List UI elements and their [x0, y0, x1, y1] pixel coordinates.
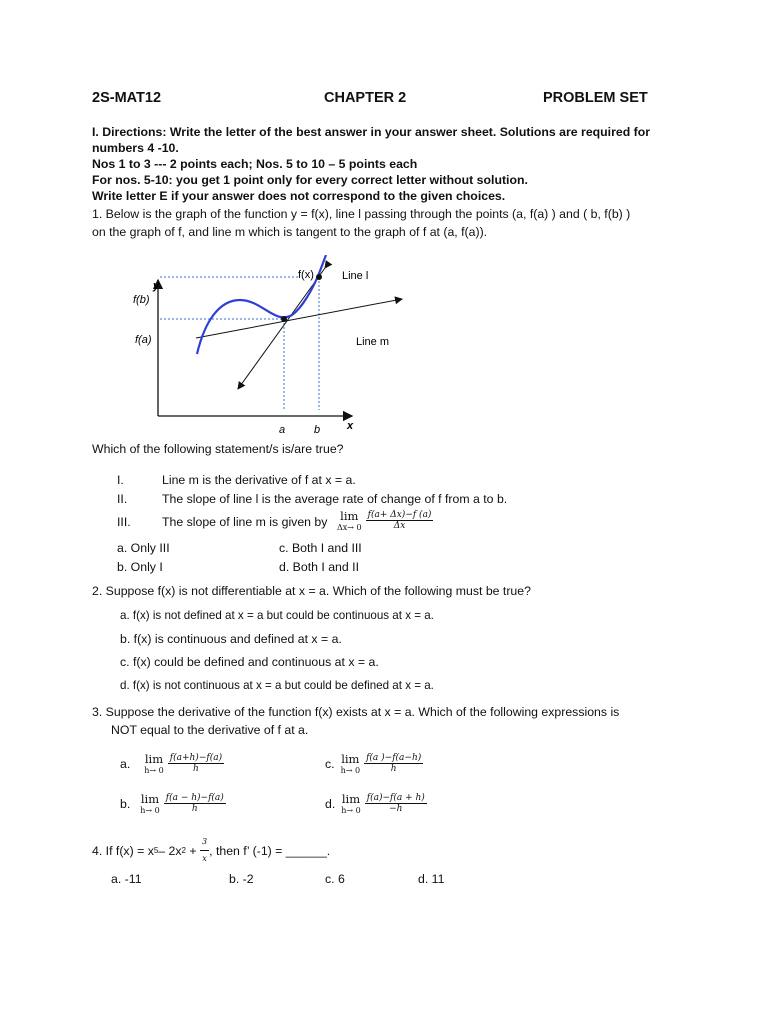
point-a — [281, 316, 287, 322]
lim-subscript: Δx→ 0 — [337, 523, 362, 532]
denominator: h — [390, 764, 397, 774]
q3-choice-b — [120, 792, 226, 815]
choice-letter: a. — [120, 756, 131, 771]
directions-line-4: For nos. 5-10: you get 1 point only for every correct letter without solution. — [92, 173, 528, 187]
directions-line-3: Nos 1 to 3 --- 2 points each; Nos. 5 to 10 – 5 points each — [92, 157, 418, 171]
q1-choice-b: b. Only I — [117, 560, 163, 574]
fx-label: f(x) — [298, 269, 314, 281]
q2-choice-a: a. f(x) is not defined at x = a but could be continuous at x = a. — [120, 609, 434, 622]
q4-part-b: – 2x — [158, 843, 182, 858]
b-label: b — [314, 424, 321, 436]
q4-exponent-5: 5 — [153, 845, 159, 855]
q4-part-d: , then f’ (-1) = ______. — [209, 843, 331, 858]
q4-part-a: 4. If f(x) = x — [92, 843, 154, 858]
line-l-label: Line l — [342, 270, 369, 282]
q2-text: 2. Suppose f(x) is not differentiable at x = a. Which of the following must be true? — [92, 584, 531, 598]
statement-1-text: Line m is the derivative of f at x = a. — [162, 473, 356, 487]
q1-text-2: on the graph of f, and line m which is tangent to the graph of f at (a, f(a)). — [92, 225, 488, 239]
document-type: PROBLEM SET — [543, 90, 648, 106]
statement-2-text: The slope of line l is the average rate of change of f from a to b. — [162, 492, 508, 506]
lim-word: lim — [144, 752, 164, 766]
q3-choice-c — [325, 752, 423, 775]
q4-part-c: + — [186, 843, 201, 858]
choice-letter: c. — [325, 756, 335, 771]
q4-exponent-2: 2 — [181, 845, 186, 855]
course-code: 2S-MAT12 — [92, 90, 162, 106]
denominator: −h — [389, 804, 403, 814]
numerator: f(a − h)−f(a) — [165, 793, 224, 803]
lim-word: lim — [341, 752, 360, 766]
q2-choice-d: d. f(x) is not continuous at x = a but could be defined at x = a. — [120, 679, 434, 692]
q4-frac-numerator: 3 — [200, 834, 209, 851]
y-axis-label: y — [153, 280, 160, 292]
statement-2-num: II. — [117, 492, 128, 506]
q1-choice-d: d. Both I and II — [279, 560, 359, 574]
numerator: f(a )−f(a−h) — [366, 753, 422, 763]
q1-choice-a: a. Only III — [117, 541, 170, 555]
denominator: h — [193, 764, 199, 774]
directions-line-1: I. Directions: Write the letter of the best answer in your answer sheet. Solutions are required for — [92, 125, 651, 139]
fa-label: f(a) — [135, 334, 152, 346]
statement-3-num: III. — [117, 515, 131, 529]
lim-subscript: h→ 0 — [340, 766, 361, 775]
line-m-label: Line m — [356, 336, 390, 348]
choice-letter: d. — [325, 796, 336, 811]
lim-subscript: h→ 0 — [140, 806, 160, 815]
directions-line-2: numbers 4 -10. — [92, 141, 179, 155]
statement-3-limit — [337, 509, 433, 532]
lim-subscript: h→ 0 — [341, 806, 361, 815]
lim-word: lim — [340, 509, 359, 523]
statement-3-text: The slope of line m is given by — [162, 515, 328, 529]
limit-numerator: f(a+ Δx)−f (a) — [367, 510, 432, 520]
chapter-title: CHAPTER 2 — [324, 90, 407, 106]
q1-prompt: Which of the following statement/s is/are true? — [92, 442, 344, 456]
q4-choice-c: c. 6 — [325, 872, 345, 886]
numerator: f(a+h)−f(a) — [169, 753, 223, 763]
q4-choice-a: a. -11 — [111, 872, 142, 886]
function-graph — [120, 255, 420, 445]
q4-text — [92, 834, 330, 867]
q4-frac-denominator: x — [202, 854, 207, 863]
q4-choice-b: b. -2 — [229, 872, 254, 886]
limit-denominator: Δx — [393, 521, 406, 531]
point-b — [316, 274, 322, 280]
q1-choice-c: c. Both I and III — [279, 541, 362, 555]
choice-letter: b. — [120, 796, 131, 811]
q2-choice-b: b. f(x) is continuous and defined at x = a. — [120, 632, 342, 646]
x-axis-label: x — [347, 420, 354, 432]
lim-word: lim — [140, 792, 160, 806]
directions-line-5: Write letter E if your answer does not correspond to the given choices. — [92, 189, 506, 203]
q3-choice-a — [120, 752, 224, 775]
lim-word: lim — [341, 792, 361, 806]
fb-label: f(b) — [133, 294, 150, 306]
numerator: f(a)−f(a + h) — [366, 793, 425, 803]
denominator: h — [191, 804, 198, 814]
q4-choice-d: d. 11 — [418, 872, 445, 886]
q3-text-1: 3. Suppose the derivative of the function f(x) exists at x = a. Which of the following expressions is — [92, 705, 620, 719]
q3-text-2: NOT equal to the derivative of f at a. — [111, 723, 309, 737]
q2-choice-c: c. f(x) could be defined and continuous at x = a. — [120, 655, 379, 669]
q3-choice-d — [325, 792, 427, 815]
q1-text-1: 1. Below is the graph of the function y = f(x), line l passing through the points (a, f(a) ) and ( b, f(b) ) — [92, 207, 631, 221]
line-l — [238, 268, 325, 389]
a-label: a — [279, 424, 286, 436]
statement-1-num: I. — [117, 473, 124, 487]
lim-subscript: h→ 0 — [144, 766, 164, 775]
